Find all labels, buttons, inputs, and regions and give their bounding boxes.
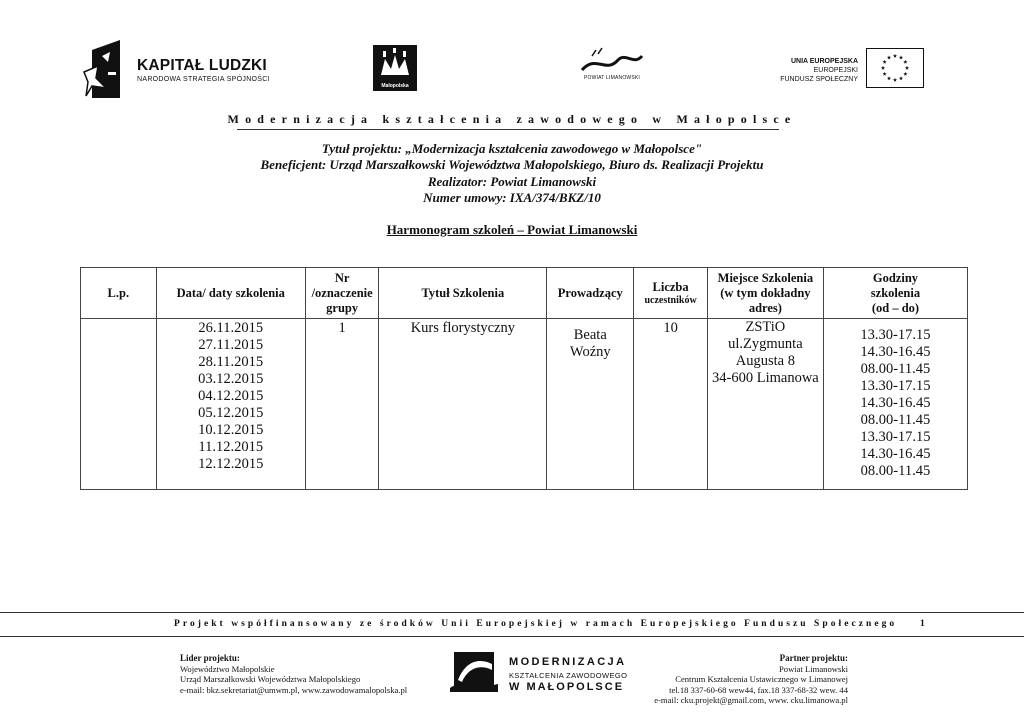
lider-line: Urząd Marszałkowski Województwa Małopolskiego	[180, 674, 361, 684]
modernizacja-line-2: KSZTAŁCENIA ZAWODOWEGO	[509, 671, 628, 680]
cell-place: ZSTiO ul.Zygmunta Augusta 8 34-600 Limanowa	[707, 319, 823, 490]
date-line: 04.12.2015	[198, 388, 264, 404]
partner-line: Centrum Kształcenia Ustawicznego w Limanowej	[675, 674, 848, 684]
eu-line-1: UNIA EUROPEJSKA	[790, 58, 858, 65]
partner-line: e-mail: cku.projekt@gmail.com, www. cku.limanowa.pl	[654, 695, 848, 705]
cell-lp	[81, 319, 157, 490]
partner-heading: Partner projektu:	[779, 653, 848, 663]
header-title: Tytuł Szkolenia	[379, 268, 547, 319]
hours-line: 08.00-11.45	[860, 412, 931, 428]
header-place: Miejsce Szkolenia (w tym dokładny adres)	[707, 268, 823, 319]
lider-block	[180, 653, 407, 695]
date-line: 10.12.2015	[198, 422, 264, 438]
eu-flag-icon	[866, 48, 924, 88]
cell-trainer: Beata Woźny	[547, 319, 634, 490]
project-title: Tytuł projektu: „Modernizacja kształcenia zawodowego w Małopolsce"	[321, 141, 703, 156]
date-line: 12.12.2015	[198, 456, 264, 472]
date-line: 27.11.2015	[198, 337, 264, 353]
header-group: Nr /oznaczenie grupy	[305, 268, 379, 319]
header-dates: Data/ daty szkolenia	[156, 268, 305, 319]
footer-cofinancing-text: Projekt współfinansowany ze środków Unii Europejskiej w ramach Europejskiego Funduszu Społecznego	[174, 619, 898, 629]
hours-line: 08.00-11.45	[860, 361, 931, 377]
hours-line: 08.00-11.45	[860, 463, 931, 479]
kapital-ludzki-title: KAPITAŁ LUDZKI	[137, 57, 267, 74]
footer-rule-top	[0, 612, 1024, 613]
partner-line: tel.18 337-60-68 wew44, fax.18 337-68-32 wew. 44	[669, 684, 848, 695]
lider-line: Województwo Małopolskie	[180, 663, 275, 674]
header-hours: Godziny szkolenia (od – do)	[823, 268, 967, 319]
modernizacja-line-1: MODERNIZACJA	[509, 656, 627, 668]
hours-line: 13.30-17.15	[860, 429, 931, 445]
contract-number: Numer umowy: IXA/374/BKZ/10	[423, 190, 601, 205]
hours-line: 13.30-17.15	[860, 327, 931, 343]
lider-line: e-mail: bkz.sekretariat@umwm.pl, www.zawodowamalopolska.pl	[180, 684, 408, 695]
cell-hours	[823, 319, 967, 490]
table-row	[81, 319, 968, 490]
header-lp: L.p.	[81, 268, 157, 319]
date-line: 03.12.2015	[198, 371, 264, 387]
schedule-heading	[0, 222, 1024, 238]
hours-line: 14.30-16.45	[860, 446, 931, 462]
malopolska-label: Małopolska	[381, 83, 409, 89]
eu-line-2: EUROPEJSKI	[813, 67, 858, 74]
schedule-table	[80, 267, 968, 490]
hours-line: 14.30-16.45	[860, 395, 931, 411]
beneficiary: Beneficjent: Urząd Marszałkowski Województwa Małopolskiego, Biuro ds. Realizacji Projektu	[260, 157, 764, 172]
eu-fund-text	[780, 57, 858, 84]
lider-heading: Lider projektu:	[180, 653, 240, 663]
modernizacja-logo-icon	[450, 650, 498, 692]
modernizacja-line-3: W MAŁOPOLSCE	[509, 681, 625, 693]
header-count: Liczba uczestników	[634, 268, 708, 319]
realizer: Realizator: Powiat Limanowski	[427, 174, 597, 189]
date-line: 26.11.2015	[198, 320, 264, 336]
cell-title: Kurs florystyczny	[379, 319, 547, 490]
hours-line: 14.30-16.45	[860, 344, 931, 360]
powiat-limanowski-logo-icon	[578, 44, 646, 76]
footer-rule-bottom	[0, 636, 1024, 637]
cell-count: 10	[634, 319, 708, 490]
schedule-title: Harmonogram szkoleń – Powiat Limanowski	[386, 222, 638, 237]
partner-line: Powiat Limanowski	[779, 663, 848, 674]
page-number: 1	[920, 619, 925, 629]
eu-line-3: FUNDUSZ SPOŁECZNY	[780, 76, 858, 83]
partner-block	[654, 653, 848, 706]
cell-group: 1	[305, 319, 379, 490]
powiat-limanowski-label: POWIAT LIMANOWSKI	[584, 75, 640, 81]
date-line: 05.12.2015	[198, 405, 264, 421]
date-line: 11.12.2015	[198, 439, 264, 455]
cell-dates	[156, 319, 305, 490]
date-line: 28.11.2015	[198, 354, 264, 370]
header-rule	[237, 129, 779, 130]
hours-line: 13.30-17.15	[860, 378, 931, 394]
table-header-row	[81, 268, 968, 319]
header-spaced-title: Modernizacja kształcenia zawodowego w Małopolsce	[227, 112, 797, 126]
header-trainer: Prowadzący	[547, 268, 634, 319]
kapital-ludzki-subtitle: NARODOWA STRATEGIA SPÓJNOŚCI	[137, 76, 270, 83]
